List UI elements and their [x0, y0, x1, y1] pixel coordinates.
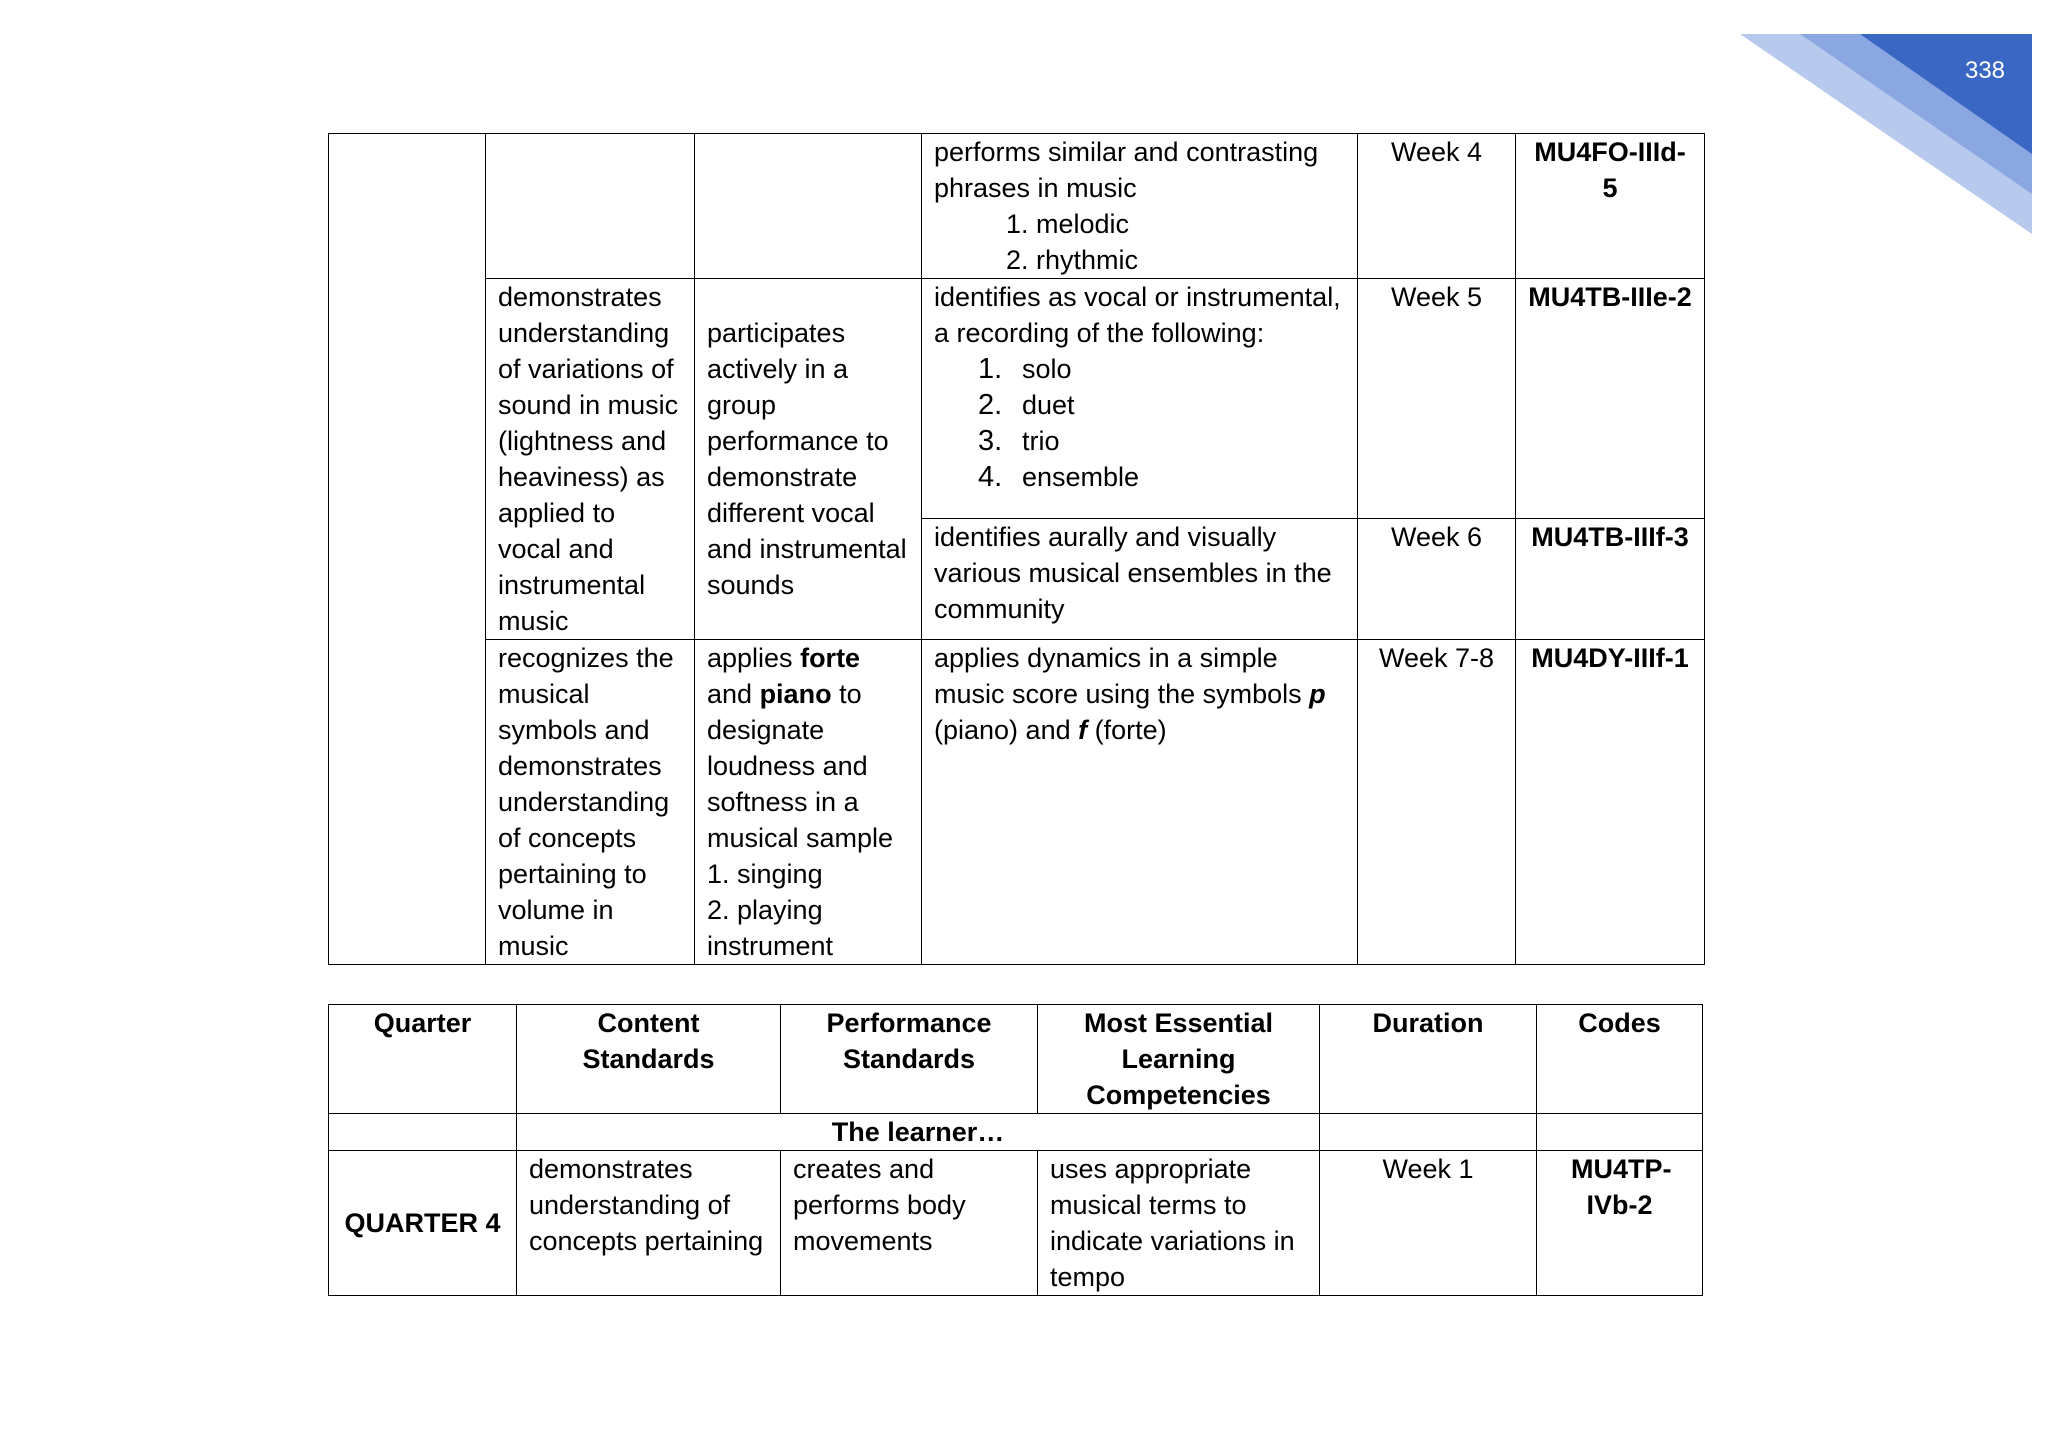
competency-text: identifies as vocal or instrumental, a recording of the following:	[934, 282, 1341, 348]
quarter-cell-empty	[329, 134, 486, 965]
duration-cell: Week 5	[1358, 279, 1516, 519]
learner-label: The learner…	[517, 1114, 1320, 1151]
learner-row	[329, 1114, 1703, 1151]
code-line: 5	[1602, 173, 1618, 203]
bold-term: forte	[800, 643, 861, 673]
content-cell-empty	[486, 134, 695, 279]
competency-cell	[922, 279, 1358, 519]
table-row	[329, 279, 1705, 519]
duration-cell: Week 1	[1320, 1151, 1537, 1296]
header-content-standards: Content Standards	[517, 1005, 781, 1114]
performance-standard-cell: participates actively in a group performance to demonstrate different vocal and instrumental sounds	[695, 279, 922, 640]
list-item	[934, 387, 1345, 423]
curriculum-table-quarter4	[328, 1004, 1703, 1296]
list-number: 3.	[978, 425, 1003, 457]
empty-cell	[329, 1114, 517, 1151]
quarter-cell: QUARTER 4	[329, 1151, 517, 1296]
competency-cell	[922, 134, 1358, 279]
list-text: duet	[1022, 390, 1075, 420]
empty-cell	[1537, 1114, 1703, 1151]
header-duration: Duration	[1320, 1005, 1537, 1114]
competency-cell: uses appropriate musical terms to indicate variations in tempo	[1038, 1151, 1320, 1296]
bold-term: piano	[759, 679, 832, 709]
performance-standard-cell: creates and performs body movements	[781, 1151, 1038, 1296]
duration-cell: Week 7-8	[1358, 640, 1516, 965]
content-standard-cell: demonstrates understanding of concepts pertaining	[517, 1151, 781, 1296]
code-line: MU4FO-IIId-	[1534, 137, 1686, 167]
text-run: and	[707, 679, 760, 709]
list-item: 2. rhythmic	[1006, 245, 1139, 275]
curriculum-table-continued	[328, 133, 1705, 965]
list-item	[934, 351, 1345, 387]
duration-cell: Week 4	[1358, 134, 1516, 279]
list-item: 1. singing	[707, 859, 823, 889]
content-standard-cell: demonstrates understanding of variations of sound in music (lightness and heaviness) as applied to vocal and instrumental music	[486, 279, 695, 640]
performance-cell-empty	[695, 134, 922, 279]
list-text: solo	[1022, 354, 1072, 384]
dynamic-symbol: f	[1078, 715, 1088, 745]
competency-list	[934, 351, 1345, 495]
list-text: trio	[1022, 426, 1060, 456]
code-cell: MU4TB-IIIf-3	[1516, 519, 1705, 640]
text-run: (piano) and	[934, 715, 1079, 745]
competency-line: phrases in music	[934, 173, 1137, 203]
list-item: 2. playing instrument	[707, 895, 834, 961]
text-run: (forte)	[1087, 715, 1167, 745]
header-codes: Codes	[1537, 1005, 1703, 1114]
header-competencies: Most Essential Learning Competencies	[1038, 1005, 1320, 1114]
list-item	[934, 459, 1345, 495]
text-run: to designate loudness and softness in a musical sample	[707, 679, 894, 853]
empty-cell	[1320, 1114, 1537, 1151]
code-cell: MU4DY-IIIf-1	[1516, 640, 1705, 965]
code-cell: MU4TB-IIIe-2	[1516, 279, 1705, 519]
performance-standard-cell	[695, 640, 922, 965]
list-number: 4.	[978, 461, 1003, 493]
header-row	[329, 1005, 1703, 1114]
competency-line: performs similar and contrasting	[934, 137, 1319, 167]
list-number: 1.	[978, 353, 1003, 385]
header-performance-standards: Performance Standards	[781, 1005, 1038, 1114]
competency-cell: identifies aurally and visually various musical ensembles in the community	[922, 519, 1358, 640]
competency-list	[934, 206, 1345, 278]
dynamic-symbol: p	[1309, 679, 1326, 709]
page-number: 338	[1964, 57, 2006, 84]
header-quarter: Quarter	[329, 1005, 517, 1114]
text-run: applies dynamics in a simple music score using the symbols	[934, 643, 1310, 709]
list-number: 2.	[978, 389, 1003, 421]
list-text: ensemble	[1022, 462, 1140, 492]
code-cell: MU4TP-IVb-2	[1537, 1151, 1703, 1296]
competency-cell	[922, 640, 1358, 965]
table-row	[329, 1151, 1703, 1296]
list-item	[934, 423, 1345, 459]
code-cell	[1516, 134, 1705, 279]
text-run: applies	[707, 643, 801, 673]
duration-cell: Week 6	[1358, 519, 1516, 640]
table-row	[329, 134, 1705, 279]
table-row	[329, 640, 1705, 965]
list-item: 1. melodic	[1006, 209, 1130, 239]
content-standard-cell: recognizes the musical symbols and demonstrates understanding of concepts pertaining to volume in music	[486, 640, 695, 965]
